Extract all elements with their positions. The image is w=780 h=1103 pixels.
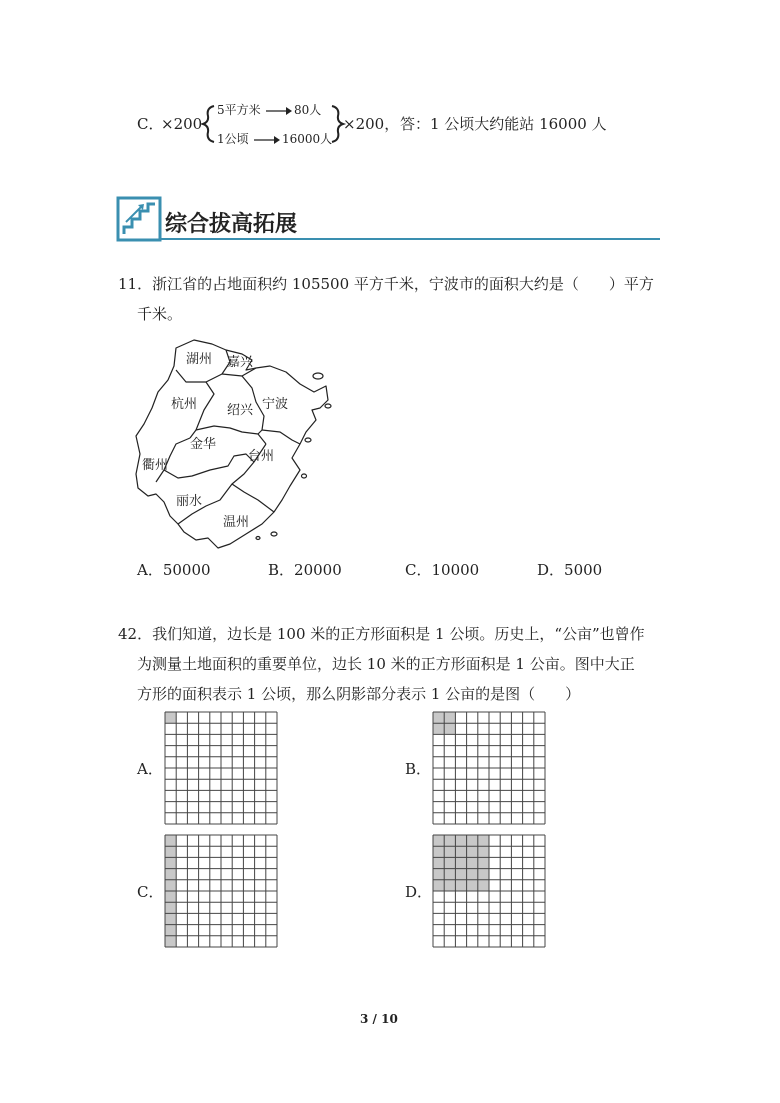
q42-option-c-label[interactable]: C． — [137, 883, 164, 901]
q11-text-line1: 11．浙江省的占地面积约 105500 平方千米，宁波市的面积大约是（ ）平方 — [118, 275, 654, 293]
prev-answer-row1-left: 5平方米 — [217, 103, 261, 117]
q42-text-line1: 42．我们知道，边长是 100 米的正方形面积是 1 公顷。历史上，“公亩”也曾作 — [118, 625, 645, 643]
q11-option-b[interactable]: B．20000 — [268, 561, 342, 579]
map-label-lishui: 丽水 — [176, 494, 203, 509]
shaded-cell — [165, 936, 176, 947]
map-label-quzhou: 衢州 — [142, 458, 169, 473]
map-label-taizhou: 台州 — [248, 449, 275, 464]
shaded-cell — [478, 835, 489, 846]
shaded-cell — [455, 846, 466, 857]
shaded-cell — [433, 846, 444, 857]
section-divider — [160, 238, 660, 240]
prev-answer-row2-left: 1公顷 — [217, 132, 249, 146]
shaded-cell — [467, 846, 478, 857]
shaded-cell — [444, 880, 455, 891]
shaded-cell — [444, 846, 455, 857]
shaded-cell — [467, 869, 478, 880]
shaded-cell — [433, 712, 444, 723]
map-label-jinhua: 金华 — [190, 437, 217, 452]
shaded-cell — [165, 925, 176, 936]
q42-text-line2: 为测量土地面积的重要单位，边长 10 米的正方形面积是 1 公亩。图中大正 — [137, 655, 635, 673]
shaded-cell — [165, 712, 176, 723]
prev-answer-row2-right: 16000人 — [282, 132, 333, 146]
shaded-cell — [165, 857, 176, 868]
shaded-cell — [165, 880, 176, 891]
shaded-cell — [165, 891, 176, 902]
shaded-cell — [467, 835, 478, 846]
prev-answer-row1-right: 80人 — [294, 103, 322, 117]
q42-option-c-grid[interactable] — [164, 834, 278, 948]
shaded-cell — [165, 846, 176, 857]
shaded-cell — [433, 857, 444, 868]
shaded-cell — [433, 880, 444, 891]
shaded-cell — [433, 835, 444, 846]
shaded-cell — [467, 880, 478, 891]
q42-option-a-grid[interactable] — [164, 711, 278, 825]
prev-answer-left-mult: ×200 — [161, 115, 203, 133]
shaded-cell — [433, 869, 444, 880]
shaded-cell — [444, 857, 455, 868]
q42-option-b-grid[interactable] — [432, 711, 546, 825]
shaded-cell — [467, 857, 478, 868]
q11-text-line2: 千米。 — [137, 305, 183, 323]
shaded-cell — [455, 869, 466, 880]
section-title: 综合拔高拓展 — [165, 212, 298, 237]
q11-option-a[interactable]: A．50000 — [137, 561, 211, 579]
arrow-right-icon — [266, 106, 292, 116]
q42-option-a-label[interactable]: A． — [137, 760, 163, 778]
shaded-cell — [165, 835, 176, 846]
map-label-wenzhou: 温州 — [223, 515, 250, 530]
q11-option-c[interactable]: C．10000 — [405, 561, 480, 579]
map-label-hangzhou: 杭州 — [171, 397, 198, 412]
shaded-cell — [455, 857, 466, 868]
shaded-cell — [455, 880, 466, 891]
shaded-cell — [478, 857, 489, 868]
shaded-cell — [455, 835, 466, 846]
page-number: 3 / 10 — [360, 1012, 398, 1026]
prev-answer-text: 答：1 公顷大约能站 16000 人 — [400, 115, 607, 133]
shaded-cell — [433, 723, 444, 734]
shaded-cell — [444, 869, 455, 880]
map-label-shaoxing: 绍兴 — [227, 403, 254, 418]
shaded-cell — [444, 723, 455, 734]
shaded-cell — [478, 880, 489, 891]
shaded-cell — [165, 913, 176, 924]
map-label-ningbo: 宁波 — [262, 397, 289, 412]
prev-answer-right-mult: ×200， — [343, 115, 400, 133]
shaded-cell — [165, 902, 176, 913]
shaded-cell — [165, 869, 176, 880]
q11-option-d[interactable]: D．5000 — [537, 561, 603, 579]
q42-option-b-label[interactable]: B． — [405, 760, 432, 778]
shaded-cell — [478, 869, 489, 880]
shaded-cell — [444, 835, 455, 846]
q42-option-d-grid[interactable] — [432, 834, 546, 948]
arrow-right-icon — [254, 135, 280, 145]
q42-option-d-label[interactable]: D． — [405, 883, 433, 901]
stairs-icon — [118, 198, 160, 240]
shaded-cell — [478, 846, 489, 857]
map-label-huzhou: 湖州 — [186, 352, 213, 367]
q42-text-line3: 方形的面积表示 1 公顷，那么阴影部分表示 1 公亩的是图（ ） — [137, 685, 581, 703]
prev-answer-label: C． — [137, 115, 164, 133]
shaded-cell — [444, 712, 455, 723]
map-label-jiaxing: 嘉兴 — [227, 355, 254, 370]
